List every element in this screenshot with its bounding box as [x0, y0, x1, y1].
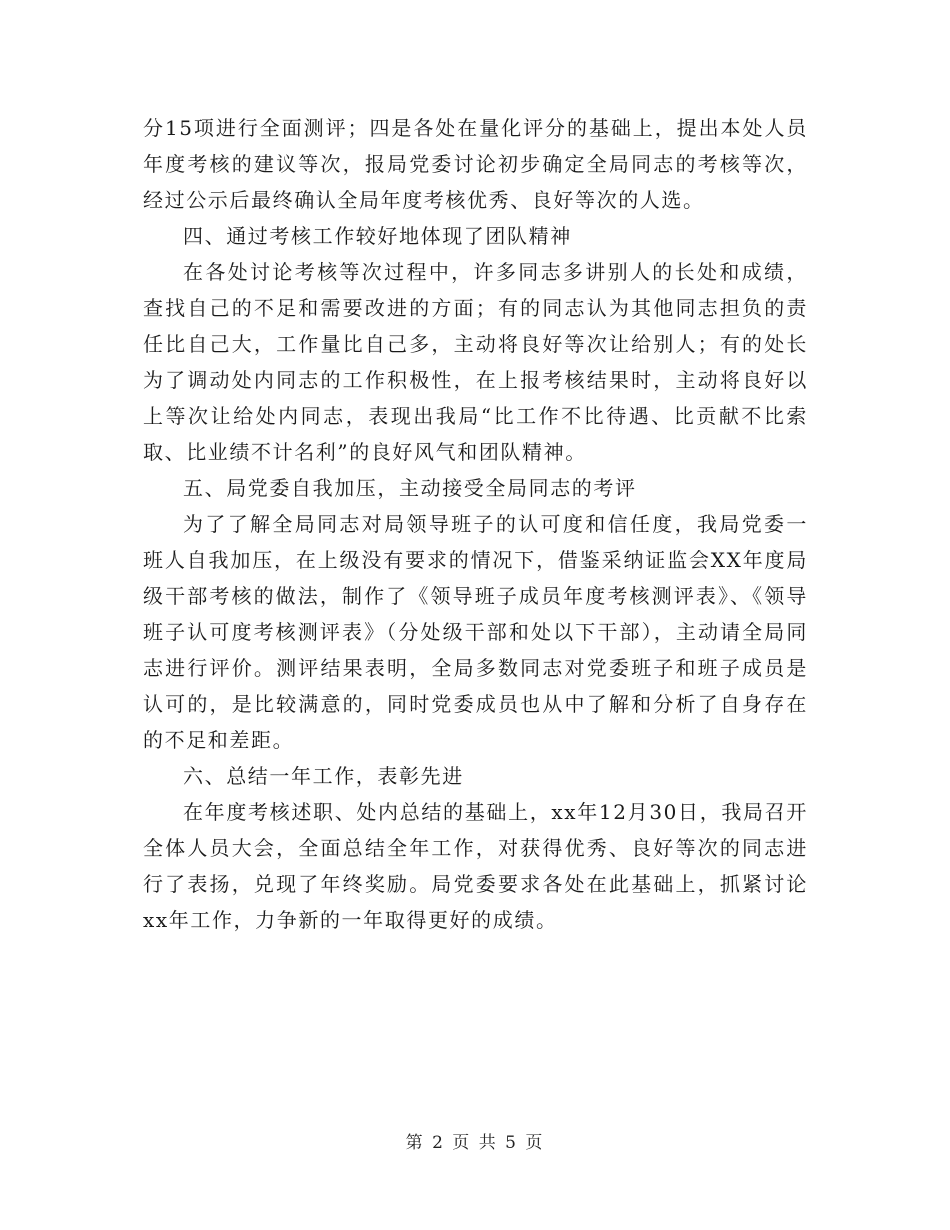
paragraph-continuation: 分15项进行全面测评；四是各处在量化评分的基础上，提出本处人员年度考核的建议等次，报局党委讨论初步确定全局同志的考核等次，经过公示后最终确认全局年度考核优秀、良好等次的人选。	[143, 116, 808, 212]
section-heading-6: 六、总结一年工作，表彰先进	[183, 764, 464, 788]
paragraph-self-evaluation: 为了了解全局同志对局领导班子的认可度和信任度，我局党委一班人自我加压，在上级没有要求的情况下，借鉴采纳证监会XX年度局级干部考核的做法，制作了《领导班子成员年度考核测评表》、《领导班子认可度考核测评表》（分处级干部和处以下干部），主动请全局同志进行评价。测评结果表明，全局多数同志对党委班子和班子成员是认可的，是比较满意的，同时党委成员也从中了解和分析了自身存在的不足和差距。	[143, 512, 808, 752]
page-number-footer: 第 2 页 共 5 页	[405, 1133, 545, 1153]
paragraph-team-spirit: 在各处讨论考核等次过程中，许多同志多讲别人的长处和成绩，查找自己的不足和需要改进的方面；有的同志认为其他同志担负的责任比自己大，工作量比自己多，主动将良好等次让给别人；有的处长为了调动处内同志的工作积极性，在上报考核结果时，主动将良好以上等次让给处内同志，表现出我局“比工作不比待遇、比贡献不比索取、比业绩不计名利”的良好风气和团队精神。	[143, 260, 808, 464]
section-heading-4: 四、通过考核工作较好地体现了团队精神	[183, 224, 572, 248]
section-heading-5: 五、局党委自我加压，主动接受全局同志的考评	[183, 476, 637, 500]
document-body	[143, 110, 808, 938]
paragraph-annual-summary: 在年度考核述职、处内总结的基础上，xx年12月30日，我局召开全体人员大会，全面总结全年工作，对获得优秀、良好等次的同志进行了表扬，兑现了年终奖励。局党委要求各处在此基础上，抓紧讨论xx年工作，力争新的一年取得更好的成绩。	[143, 800, 808, 932]
